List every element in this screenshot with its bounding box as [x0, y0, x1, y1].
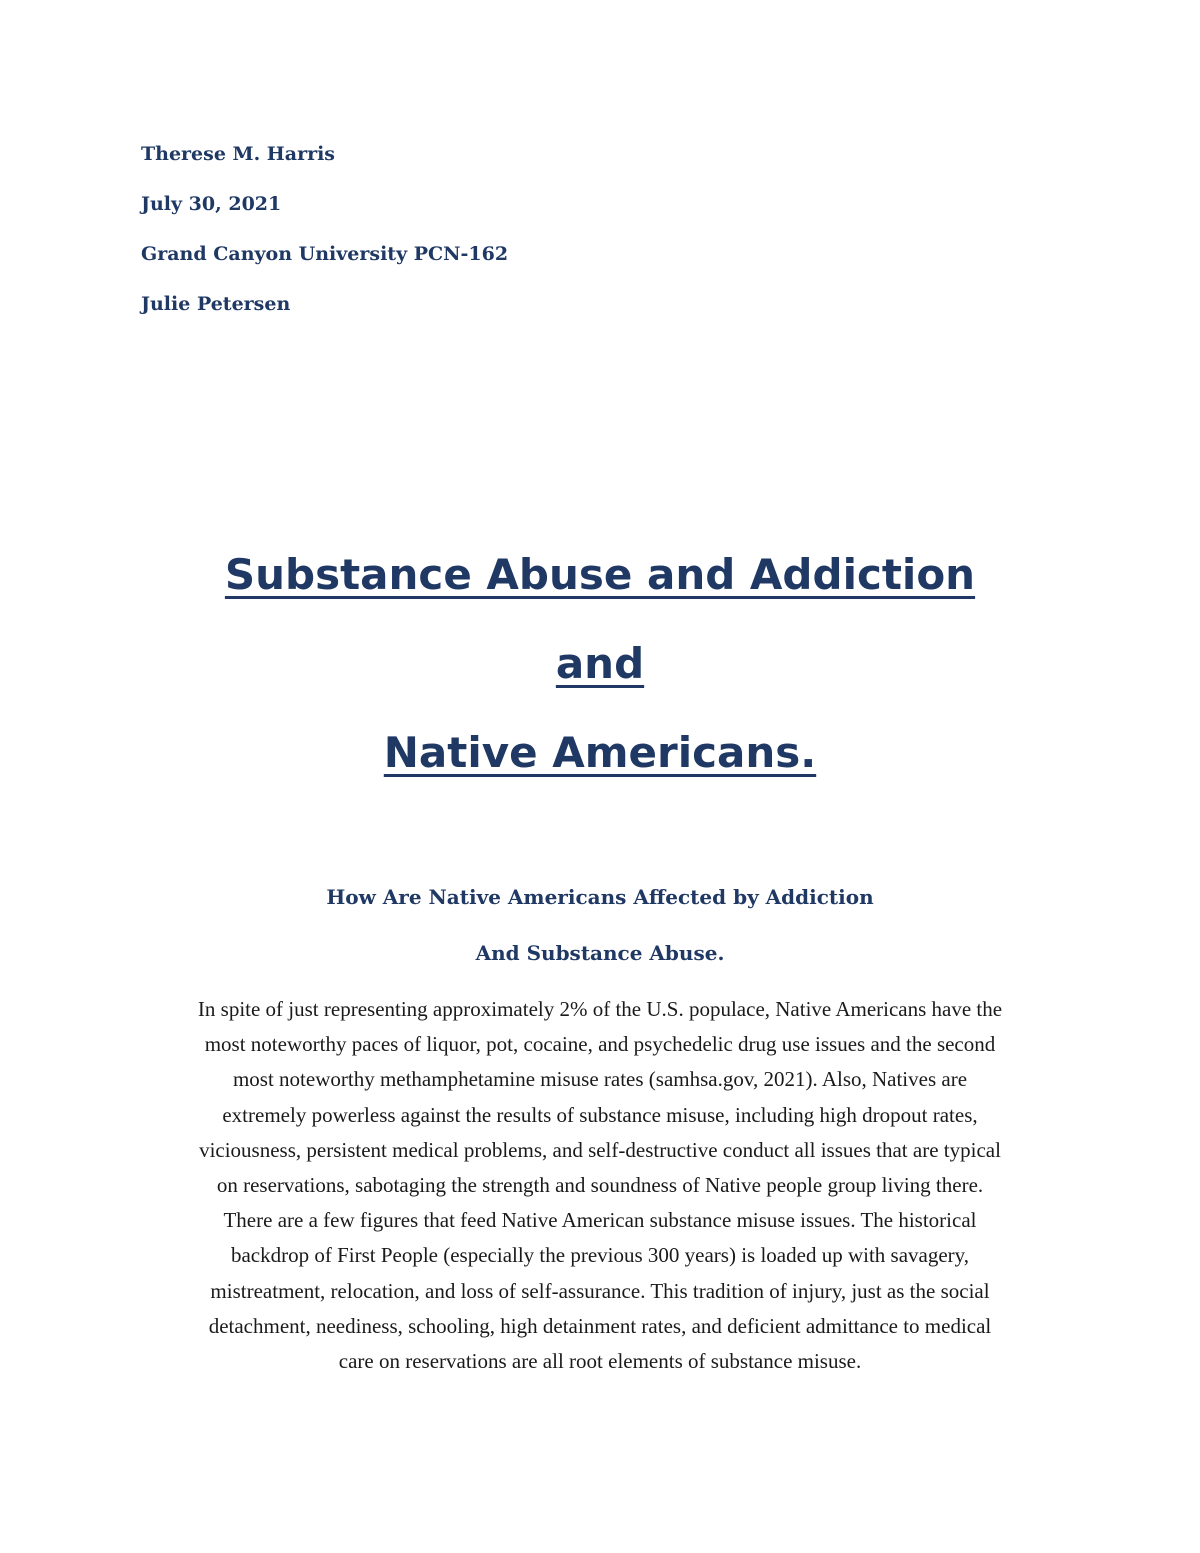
- body-line: detachment, neediness, schooling, high detainment rates, and deficient admittance to medical: [208, 1313, 992, 1338]
- body-line: In spite of just representing approximately 2% of the U.S. populace, Native Americans have the: [197, 997, 1003, 1021]
- author-name: Therese M. Harris: [141, 143, 335, 165]
- body-line: There are a few figures that feed Native American substance misuse issues. The historical: [223, 1208, 977, 1233]
- course-name: Grand Canyon University PCN-162: [141, 243, 509, 265]
- section-heading-line-1: How Are Native Americans Affected by Addiction: [326, 885, 874, 909]
- body-line: care on reservations are all root elements of substance misuse.: [338, 1348, 862, 1373]
- body-line: most noteworthy methamphetamine misuse rates (samhsa.gov, 2021). Also, Natives are: [232, 1067, 968, 1092]
- section-heading-line-2: And Substance Abuse.: [475, 941, 725, 965]
- body-line: on reservations, sabotaging the strength and soundness of Native people group living there.: [216, 1172, 984, 1197]
- header-block: [141, 140, 841, 340]
- title-line-1: Substance Abuse and Addiction: [224, 550, 976, 599]
- body-line: most noteworthy paces of liquor, pot, cocaine, and psychedelic drug use issues and the second: [204, 1032, 996, 1057]
- title-line-2: and: [555, 639, 645, 688]
- document-title: [100, 546, 1100, 813]
- document-date: July 30, 2021: [141, 193, 282, 215]
- instructor-name: Julie Petersen: [141, 293, 291, 315]
- title-line-3: Native Americans.: [383, 728, 817, 777]
- body-line: mistreatment, relocation, and loss of self-assurance. This tradition of injury, just as the social: [210, 1278, 990, 1303]
- body-line: backdrop of First People (especially the previous 300 years) is loaded up with savagery,: [230, 1243, 970, 1268]
- body-line: extremely powerless against the results of substance misuse, including high dropout rates,: [222, 1102, 978, 1127]
- section-heading: [100, 882, 1100, 994]
- body-line: viciousness, persistent medical problems, and self-destructive conduct all issues that are typical: [199, 1137, 1001, 1162]
- body-paragraph: [120, 992, 1080, 1379]
